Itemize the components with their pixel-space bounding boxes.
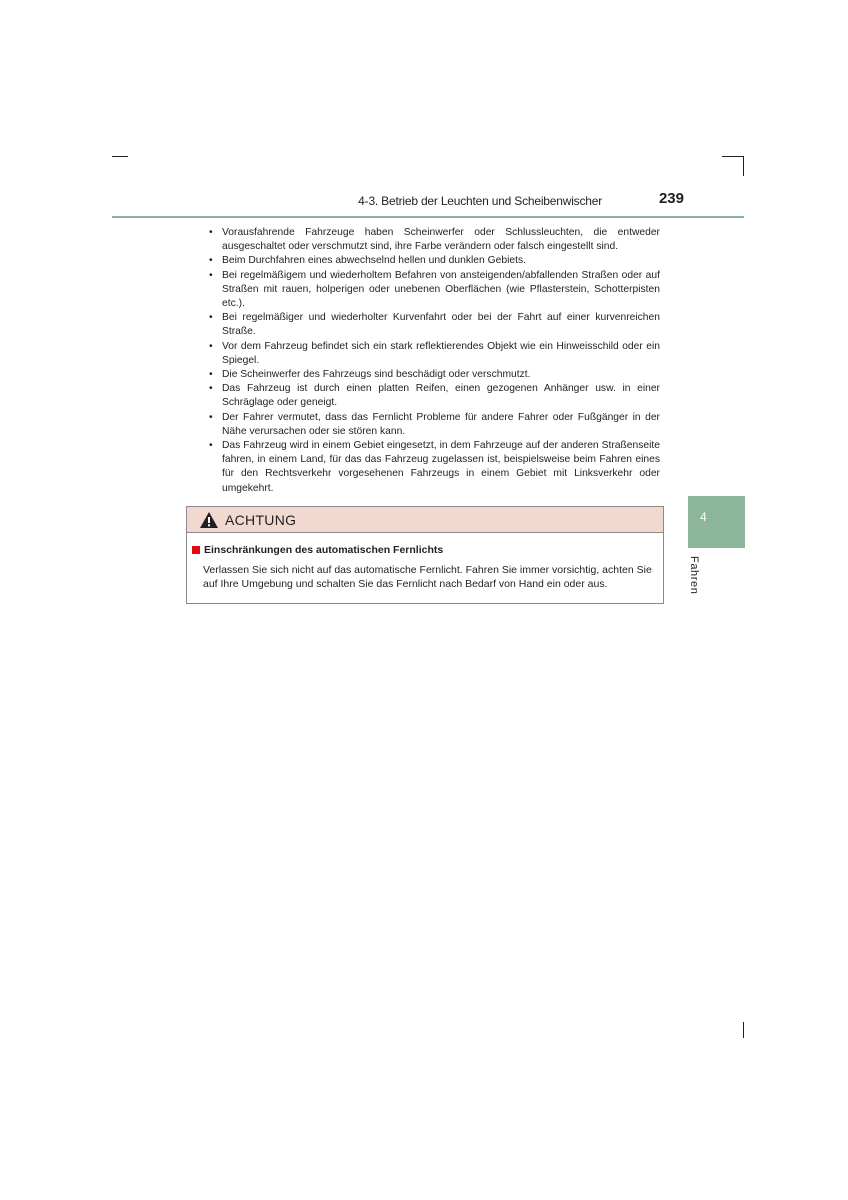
list-item: • Die Scheinwerfer des Fahrzeugs sind beschädigt oder verschmutzt.: [208, 368, 660, 382]
bullet-marker: •: [209, 269, 213, 281]
bullet-marker: •: [209, 440, 213, 452]
bullet-marker: •: [209, 312, 213, 324]
list-item: • Bei regelmäßiger und wiederholter Kurvenfahrt oder bei der Fahrt auf einer kurvenreichen Straße.: [209, 312, 660, 338]
bullet-marker: •: [209, 340, 213, 352]
crop-mark-top-right-v: [743, 156, 744, 176]
warning-header: [187, 507, 663, 533]
list-item: • Vor dem Fahrzeug befindet sich ein stark reflektierendes Objekt wie ein Hinweisschild oder ein Spiegel.: [209, 340, 660, 366]
list-item: • Das Fahrzeug ist durch einen platten Reifen, einen gezogenen Anhänger usw. in einer Schräglage oder geneigt.: [209, 383, 660, 409]
section-title: 4-3. Betrieb der Leuchten und Scheibenwischer: [358, 194, 602, 208]
crop-mark-top-left: [112, 156, 128, 157]
warning-box: [186, 506, 664, 604]
warning-triangle-icon: [199, 511, 219, 529]
warning-text: Verlassen Sie sich nicht auf das automatische Fernlicht. Fahren Sie immer vorsichtig, achten Sie auf Ihre Umgebung und schalten Sie das Fernlicht nach Bedarf von Hand ein oder aus.: [203, 564, 652, 591]
list-item: • Der Fahrer vermutet, dass das Fernlicht Probleme für andere Fahrer oder Fußgänger in der Nähe verursachen oder sie stören kann.: [209, 411, 660, 437]
bullet-marker: •: [209, 369, 213, 381]
list-item: • Bei regelmäßigem und wiederholtem Befahren von ansteigenden/abfallenden Straßen oder auf Straßen mit rauen, holperigen oder unebenen Oberflächen (wie Pflasterstein, Schotterpisten etc.).: [209, 269, 660, 310]
list-item: • Das Fahrzeug wird in einem Gebiet eingesetzt, in dem Fahrzeuge auf der anderen Straßenseite fahren, in einem Land, für das das Fahrzeug zugelassen ist, beispielsweise beim Fahren eines für den Rechtsverkehr vorgesehenen Fahrzeugs in einem Gebiet mit Linksverkehr oder umgekehrt.: [209, 440, 660, 494]
list-item: • Beim Durchfahren eines abwechselnd hellen und dunklen Gebiets.: [208, 254, 660, 268]
red-square-marker: [192, 546, 200, 554]
bullet-marker: •: [209, 255, 213, 267]
bullet-marker: •: [209, 383, 213, 395]
chapter-side-label: [684, 556, 724, 616]
crop-mark-top-right-h: [722, 156, 744, 157]
list-item: • Vorausfahrende Fahrzeuge haben Scheinwerfer oder Schlussleuchten, die entweder ausgeschaltet oder verschmutzt sind, ihre Farbe verändern oder falsch eingestellt sind.: [209, 227, 660, 253]
header-rule: [112, 216, 744, 218]
bullet-marker: •: [209, 411, 213, 423]
condition-list: [208, 226, 660, 496]
bullet-marker: •: [209, 227, 213, 238]
warning-label: ACHTUNG: [225, 511, 297, 528]
chapter-label: Fahren: [688, 556, 700, 595]
chapter-number: 4: [700, 510, 707, 524]
warning-subheading: Einschränkungen des automatischen Fernlichts: [192, 544, 443, 556]
chapter-tab: [688, 496, 745, 548]
page-number: 239: [658, 190, 684, 207]
crop-mark-bottom-right: [743, 1022, 744, 1038]
